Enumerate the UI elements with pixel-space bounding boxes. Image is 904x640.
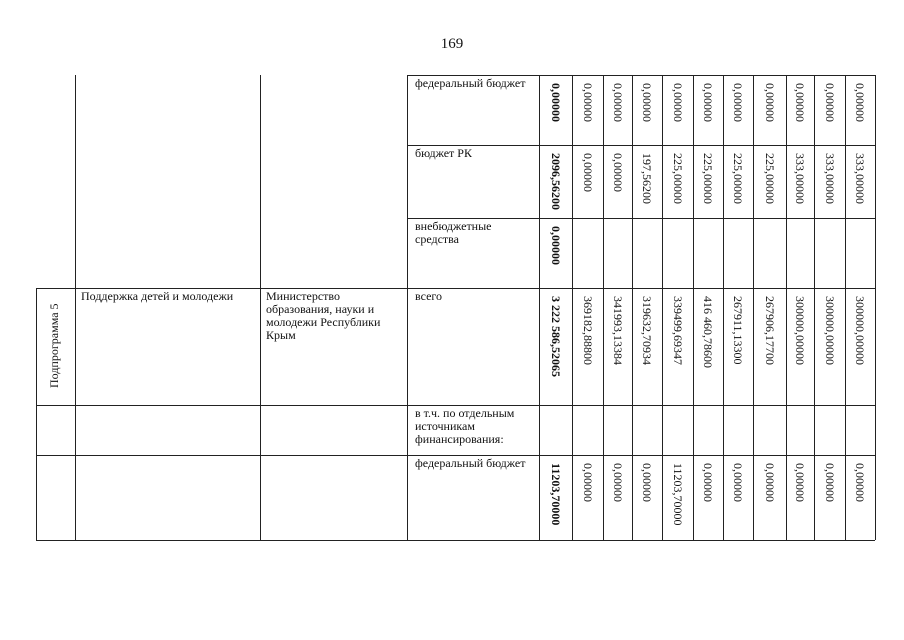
row-total-value: 3 222 586,52065 xyxy=(548,296,563,377)
row-total-value: 0,00000 xyxy=(548,226,563,265)
row-total-value: 11203,70000 xyxy=(548,463,563,526)
row-year-value: 0,00000 xyxy=(701,463,715,502)
table-border xyxy=(875,75,876,540)
row-year-value: 225,00000 xyxy=(701,153,715,204)
row-year-value: 0,00000 xyxy=(731,463,745,502)
row-year-value: 0,00000 xyxy=(762,83,777,122)
row-year-value: 0,00000 xyxy=(580,83,595,122)
row-year-value: 0,00000 xyxy=(762,463,777,502)
row-year-value: 0,00000 xyxy=(610,83,625,122)
row-year-value: 0,00000 xyxy=(853,83,867,122)
table-border xyxy=(36,288,37,540)
executor-name: Министерство образования, науки и молодежи Республики Крым xyxy=(266,289,381,342)
row-year-value: 0,00000 xyxy=(610,153,625,192)
row-year-value: 416 460,78600 xyxy=(701,296,715,368)
row-year-value: 0,00000 xyxy=(640,463,654,502)
row-year-value: 333,00000 xyxy=(853,153,867,204)
row-year-value: 0,00000 xyxy=(670,83,685,122)
row-year-value: 339499,69347 xyxy=(670,296,685,365)
row-year-value: 300000,00000 xyxy=(822,296,837,365)
row-year-value: 225,00000 xyxy=(762,153,777,204)
row-year-value: 11203,70000 xyxy=(670,463,685,526)
row-source-label: федеральный бюджет xyxy=(415,76,526,90)
row-year-value: 0,00000 xyxy=(640,83,654,122)
row-year-value: 369182,88800 xyxy=(580,296,595,365)
row-year-value: 225,00000 xyxy=(731,153,745,204)
row-year-value: 0,00000 xyxy=(580,153,595,192)
table-border xyxy=(75,75,76,540)
row-year-value: 197,56200 xyxy=(640,153,654,204)
row-source-label: всего xyxy=(415,289,443,303)
row-source-label: бюджет РК xyxy=(415,146,472,160)
row-year-value: 0,00000 xyxy=(793,83,807,122)
row-year-value: 0,00000 xyxy=(853,463,867,502)
row-year-value: 0,00000 xyxy=(822,83,837,122)
row-year-value: 267906,17700 xyxy=(762,296,777,365)
table-border xyxy=(407,145,875,146)
row-year-value: 267911,13300 xyxy=(731,296,745,365)
table-border xyxy=(260,75,261,540)
row-source-label: в т.ч. по отдельным источникам финансирования: xyxy=(415,406,515,446)
row-year-value: 300000,00000 xyxy=(853,296,867,365)
row-source-label: федеральный бюджет xyxy=(415,456,526,470)
row-year-value: 333,00000 xyxy=(822,153,837,204)
row-year-value: 0,00000 xyxy=(793,463,807,502)
row-source-label: внебюджетные средства xyxy=(415,219,492,246)
page-number: 169 xyxy=(440,36,464,52)
program-label: Подпрограмма 5 xyxy=(47,303,61,388)
row-year-value: 0,00000 xyxy=(580,463,595,502)
row-year-value: 319632,70934 xyxy=(640,296,654,365)
program-name: Поддержка детей и молодежи xyxy=(81,289,234,303)
row-year-value: 0,00000 xyxy=(822,463,837,502)
row-year-value: 0,00000 xyxy=(610,463,625,502)
row-year-value: 0,00000 xyxy=(731,83,745,122)
row-total-value: 2096,56200 xyxy=(548,153,563,210)
row-year-value: 225,00000 xyxy=(670,153,685,204)
row-year-value: 300000,00000 xyxy=(793,296,807,365)
row-year-value: 341993,13384 xyxy=(610,296,625,365)
row-total-value: 0,00000 xyxy=(548,83,563,122)
row-year-value: 0,00000 xyxy=(701,83,715,122)
row-year-value: 333,00000 xyxy=(793,153,807,204)
table-border xyxy=(36,540,875,541)
